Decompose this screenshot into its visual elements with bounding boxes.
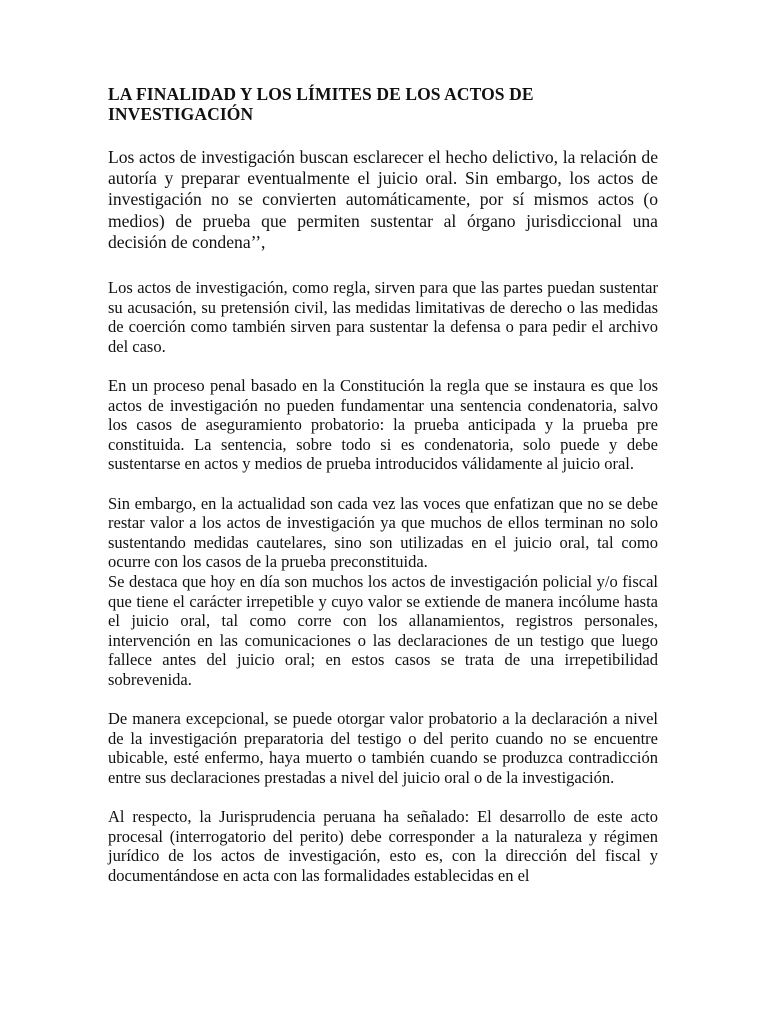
paragraph-1: Los actos de investigación buscan esclarecer el hecho delictivo, la relación de autoría y preparar eventualmente el juicio oral. Sin embargo, los actos de investigación no se convierten automáticamente, por sí mismos actos (o medios) de prueba que permiten sustentar al órgano jurisdiccional una decisión de condena’’,: [108, 147, 658, 252]
paragraph-3: En un proceso penal basado en la Constitución la regla que se instaura es que los actos de investigación no pueden fundamentar una sentencia condenatoria, salvo los casos de aseguramiento probatorio: la prueba anticipada y la prueba pre constituida. La sentencia, sobre todo si es condenatoria, solo puede y debe sustentarse en actos y medios de prueba introducidos válidamente al juicio oral.: [108, 375, 658, 474]
paragraph-7: Al respecto, la Jurisprudencia peruana ha señalado: El desarrollo de este acto procesal (interrogatorio del perito) debe corresponder a la naturaleza y régimen jurídico de los actos de investigación, esto es, con la dirección del fiscal y documentándose en acta con las formalidades establecidas en el: [108, 807, 658, 885]
document-page: [108, 84, 658, 905]
paragraph-4: Sin embargo, en la actualidad son cada vez las voces que enfatizan que no se debe restar valor a los actos de investigación ya que muchos de ellos terminan no solo sustentando medidas cautelares, sino son utilizadas en el juicio oral, tal como ocurre con los casos de la prueba preconstituida.: [108, 493, 658, 572]
paragraph-5: Se destaca que hoy en día son muchos los actos de investigación policial y/o fiscal que tiene el carácter irrepetible y cuyo valor se extiende de manera incólume hasta el juicio oral, tal como corre con los allanamientos, registros personales, intervención en las comunicaciones o las declaraciones de un testigo que luego fallece antes del juicio oral; en estos casos se trata de una irrepetibilidad sobrevenida.: [108, 571, 658, 689]
paragraph-6: De manera excepcional, se puede otorgar valor probatorio a la declaración a nivel de la investigación preparatoria del testigo o del perito cuando no se encuentre ubicable, esté enfermo, haya muerto o también cuando se produzca contradicción entre sus declaraciones prestadas a nivel del juicio oral o de la investigación.: [108, 709, 658, 787]
paragraph-2: Los actos de investigación, como regla, sirven para que las partes puedan sustentar su acusación, su pretensión civil, las medidas limitativas de derecho o las medidas de coerción como también sirven para sustentar la defensa o para pedir el archivo del caso.: [108, 278, 658, 356]
document-title: LA FINALIDAD Y LOS LÍMITES DE LOS ACTOS DE INVESTIGACIÓN: [108, 84, 534, 124]
